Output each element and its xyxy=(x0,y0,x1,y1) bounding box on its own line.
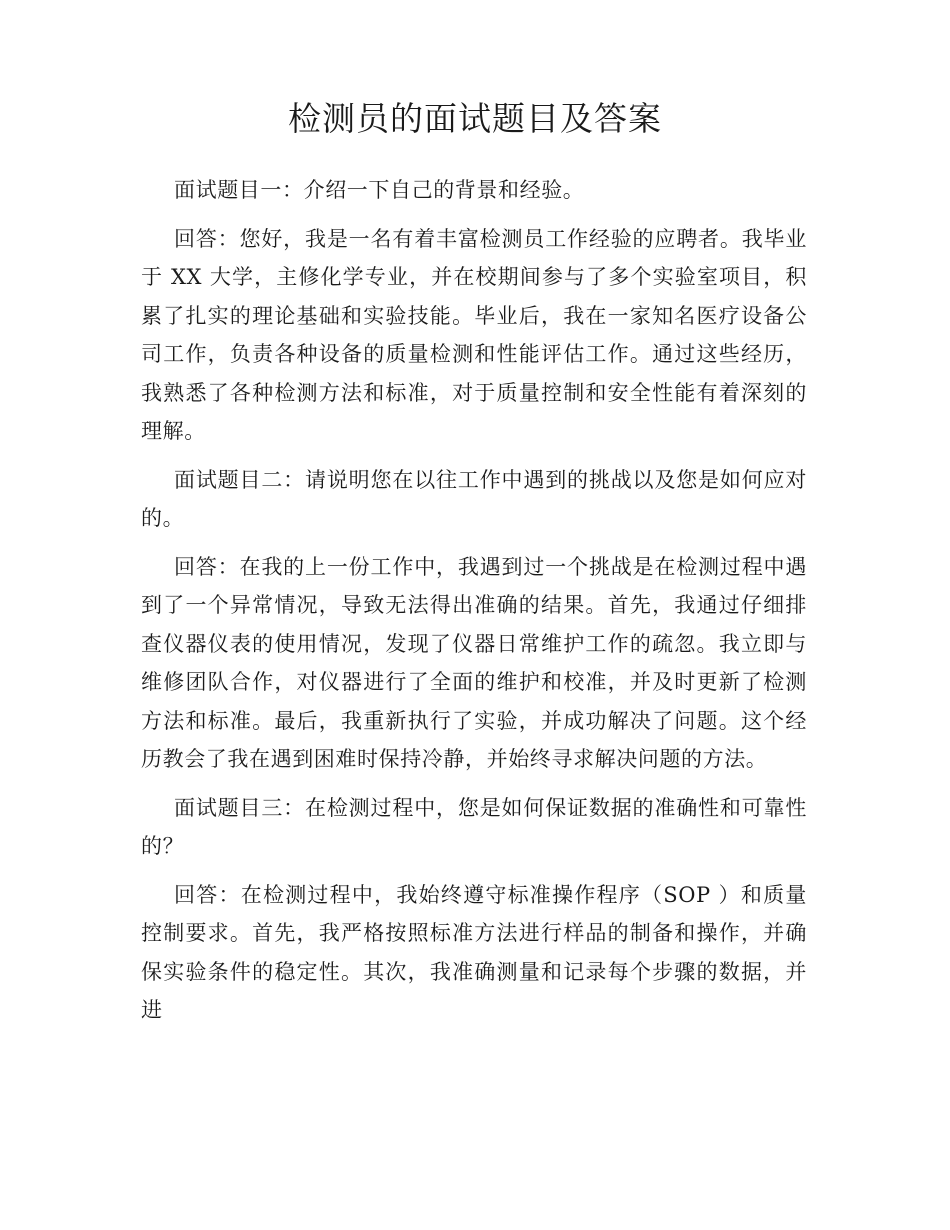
question-2: 面试题目二：请说明您在以往工作中遇到的挑战以及您是如何应对的。 xyxy=(141,467,807,530)
question-1: 面试题目一：介绍一下自己的背景和经验。 xyxy=(174,178,585,202)
question-3: 面试题目三：在检测过程中，您是如何保证数据的准确性和可靠性的？ xyxy=(141,795,807,858)
answer-1: 回答：您好，我是一名有着丰富检测员工作经验的应聘者。我毕业于 XX 大学，主修化学专业，并在校期间参与了多个实验室项目，积累了扎实的理论基础和实验技能。毕业后，我在一家知名医疗设备公司工作，负责各种设备的质量检测和性能评估工作。通过这些经历，我熟悉了各种检测方法和标准，对于质量控制和安全性能有着深刻的理解。 xyxy=(141,226,807,443)
answer-3: 回答：在检测过程中，我始终遵守标准操作程序（SOP ）和质量控制要求。首先，我严格按照标准方法进行样品的制备和操作，并确保实验条件的稳定性。其次，我准确测量和记录每个步骤的数据，并进 xyxy=(141,882,807,1022)
document-title: 检测员的面试题目及答案 xyxy=(288,99,662,138)
answer-2: 回答：在我的上一份工作中，我遇到过一个挑战是在检测过程中遇到了一个异常情况，导致无法得出准确的结果。首先，我通过仔细排查仪器仪表的使用情况，发现了仪器日常维护工作的疏忽。我立即与维修团队合作，对仪器进行了全面的维护和校准，并及时更新了检测方法和标准。最后，我重新执行了实验，并成功解决了问题。这个经历教会了我在遇到困难时保持冷静，并始终寻求解决问题的方法。 xyxy=(141,554,807,771)
document-body xyxy=(141,171,807,1040)
